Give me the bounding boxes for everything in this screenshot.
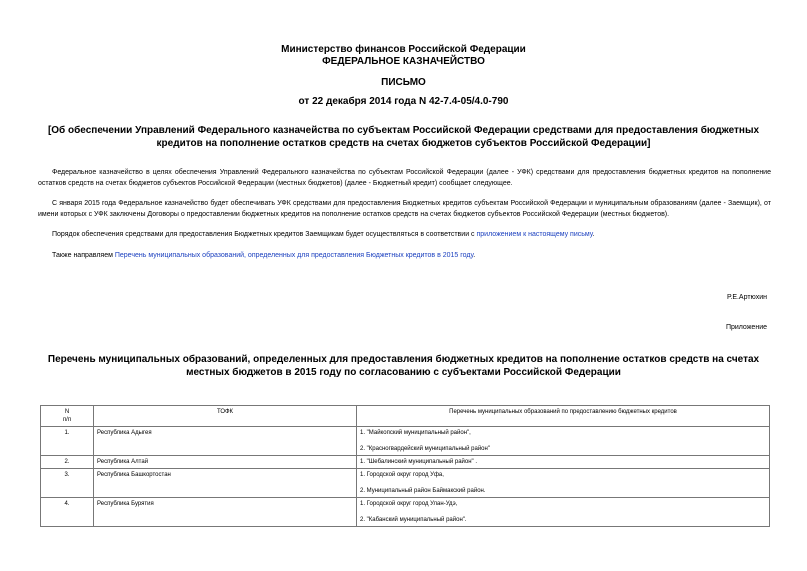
row-number: 1. bbox=[41, 427, 94, 456]
document-subject: [Об обеспечении Управлений Федерального казначейства по субъектам Российской Федерации средствами для предоставления бюджетных кредитов на пополнение остатков средств на счетах бюджетов субъектов Российской Федерации] bbox=[47, 125, 760, 149]
row-municipalities bbox=[357, 469, 770, 498]
header-number bbox=[41, 406, 94, 427]
header-number-label: N п/п bbox=[62, 409, 72, 423]
paragraph-text: Также направляем bbox=[52, 252, 115, 259]
paragraph-text: Порядок обеспечения средствами для предоставления Бюджетных кредитов Заемщикам будет осуществляться в соответствии с bbox=[52, 231, 477, 238]
header-municipalities: Перечень муниципальных образований по предоставлению бюджетных кредитов bbox=[357, 406, 770, 427]
municipality-item: 1. "Шебалинский муниципальный район" . bbox=[360, 459, 478, 465]
ministry-heading: Министерство финансов Российской Федерации bbox=[281, 44, 526, 55]
table-header-row bbox=[41, 406, 770, 427]
row-tofk: Республика Бурятия bbox=[94, 498, 357, 527]
table-row bbox=[41, 469, 770, 498]
paragraph-text: Федеральное казначейство в целях обеспечения Управлений Федерального казначейства по субъектам Российской Федерации (далее - УФК) средствами для предоставления бюджетных кредитов на пополнение остатков средств на счетах бюджетов субъектов Российской Федерации (местных бюджетов) (далее - Бюджетный кредит) сообщает следующее. bbox=[38, 169, 771, 187]
municipality-item: 2. "Кабанский муниципальный район". bbox=[360, 517, 467, 523]
paragraph-end: . bbox=[473, 252, 476, 259]
document-date-number: от 22 декабря 2014 года N 42-7.4-05/4.0-790 bbox=[298, 96, 509, 107]
row-municipalities bbox=[357, 498, 770, 527]
municipality-item: 2. "Красногвардейский муниципальный район" bbox=[360, 446, 490, 452]
row-municipalities bbox=[357, 456, 770, 469]
body-paragraph-2 bbox=[38, 198, 771, 220]
table-row bbox=[41, 498, 770, 527]
row-tofk: Республика Башкортостан bbox=[94, 469, 357, 498]
municipality-item: 2. Муниципальный район Баймакский район. bbox=[360, 488, 486, 494]
body-paragraph-3 bbox=[38, 229, 771, 240]
header-tofk: ТОФК bbox=[94, 406, 357, 427]
municipality-item: 1. Городской округ город Уфа, bbox=[360, 472, 444, 478]
municipal-table bbox=[40, 405, 770, 527]
document-type: ПИСЬМО bbox=[381, 77, 426, 88]
municipal-list-link[interactable]: Перечень муниципальных образований, определенных для предоставления Бюджетных кредитов в 2015 году bbox=[114, 252, 474, 259]
body-paragraph-4 bbox=[38, 250, 771, 261]
row-number: 2. bbox=[41, 456, 94, 469]
row-number: 3. bbox=[41, 469, 94, 498]
paragraph-end: . bbox=[592, 231, 595, 238]
table-row bbox=[41, 427, 770, 456]
paragraph-text: С января 2015 года Федеральное казначейство будет обеспечивать УФК средствами для предоставления Бюджетных кредитов субъектам Российской Федерации и муниципальным образованиям (далее - Заемщик), от имени которых с УФК заключены Договоры о предоставлении бюджетных кредитов на пополнение остатков средств на счетах бюджетов субъектов Российской Федерации (местных бюджетов). bbox=[38, 200, 771, 218]
row-number: 4. bbox=[41, 498, 94, 527]
treasury-heading: ФЕДЕРАЛЬНОЕ КАЗНАЧЕЙСТВО bbox=[322, 56, 485, 67]
row-tofk: Республика Адыгея bbox=[94, 427, 357, 456]
appendix-label: Приложение bbox=[725, 324, 767, 331]
row-municipalities bbox=[357, 427, 770, 456]
appendix-link[interactable]: приложением к настоящему письму bbox=[476, 231, 593, 238]
signature: Р.Е.Артюхин bbox=[727, 294, 767, 301]
row-tofk: Республика Алтай bbox=[94, 456, 357, 469]
municipality-item: 1. "Майкопский муниципальный район", bbox=[360, 430, 471, 436]
body-paragraph-1 bbox=[38, 167, 771, 189]
municipality-item: 1. Городской округ город Улан-Удэ, bbox=[360, 501, 458, 507]
list-title: Перечень муниципальных образований, определенных для предоставления бюджетных кредитов на пополнение остатков средств на счетах местных бюджетов в 2015 году по согласованию с субъектами Российской Федерации bbox=[47, 354, 760, 378]
table-row bbox=[41, 456, 770, 469]
